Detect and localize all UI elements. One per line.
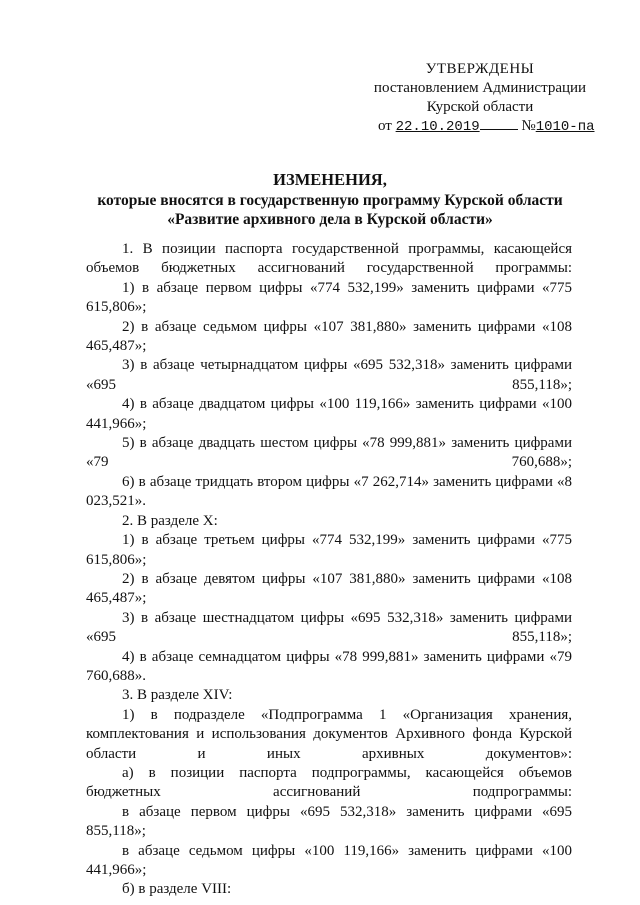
heading-line-2: «Развитие архивного дела в Курской области» (167, 211, 493, 228)
paragraph-9: 1) в абзаце третьем цифры «774 532,199» заменить цифрами «775 615,806»; (86, 532, 572, 568)
paragraph-2: 1) в абзаце первом цифры «774 532,199» заменить цифрами «775 615,806»; (86, 279, 572, 316)
paragraph-12: 4) в абзаце семнадцатом цифры «78 999,881» заменить цифрами «79 760,688». (86, 648, 572, 684)
paragraph-7: 6) в абзаце тридцать втором цифры «7 262,714» заменить цифрами «8 023,521». (86, 473, 572, 510)
approval-stamp (360, 60, 600, 137)
approval-number-sign: № (521, 118, 536, 134)
heading-title: ИЗМЕНЕНИЯ, (273, 170, 387, 189)
approval-date-prefix: от (378, 118, 392, 134)
document-heading (80, 170, 580, 229)
paragraph-13: 3. В разделе XIV: (122, 687, 233, 704)
paragraph-14: 1) в подразделе «Подпрограмма 1 «Организация хранения, комплектования и использования документов Архивного фонда Курской области и иных архивных документов»: (86, 706, 572, 762)
approval-date: 22.10.2019 (395, 119, 480, 135)
approval-line-1: постановлением Администрации (373, 80, 587, 96)
approval-title: УТВЕРЖДЕНЫ (425, 61, 535, 77)
date-underline-gap (480, 117, 518, 130)
paragraph-11: 3) в абзаце шестнадцатом цифры «695 532,318» заменить цифрами «695 855,118»; (86, 609, 572, 646)
paragraph-17: в абзаце седьмом цифры «100 119,166» заменить цифрами «100 441,966»; (86, 842, 573, 878)
paragraph-6: 5) в абзаце двадцать шестом цифры «78 999,881» заменить цифрами «79 760,688»; (86, 435, 572, 471)
paragraph-15: а) в позиции паспорта подпрограммы, касающейся объемов бюджетных ассигнований подпрограммы: (86, 764, 572, 801)
paragraph-10: 2) в абзаце девятом цифры «107 381,880» заменить цифрами «108 465,487»; (86, 570, 573, 607)
approval-date-line (360, 117, 600, 137)
paragraph-1: 1. В позиции паспорта государственной программы, касающейся объемов бюджетных ассигнований государственной программы: (86, 241, 572, 277)
paragraph-16: в абзаце первом цифры «695 532,318» заменить цифрами «695 855,118»; (86, 803, 572, 840)
document-body (86, 240, 572, 900)
approval-number: 1010-па (535, 119, 595, 135)
paragraph-5: 4) в абзаце двадцатом цифры «100 119,166» заменить цифрами «100 441,966»; (86, 396, 573, 432)
paragraph-3: 2) в абзаце седьмом цифры «107 381,880» заменить цифрами «108 465,487»; (86, 318, 572, 355)
paragraph-8: 2. В разделе X: (122, 512, 218, 529)
paragraph-18: б) в разделе VIII: (122, 881, 232, 898)
paragraph-4: 3) в абзаце четырнадцатом цифры «695 532,318» заменить цифрами «695 855,118»; (86, 357, 572, 393)
approval-line-2: Курской области (426, 99, 534, 115)
heading-line-1: которые вносятся в государственную программу Курской области (97, 192, 563, 209)
